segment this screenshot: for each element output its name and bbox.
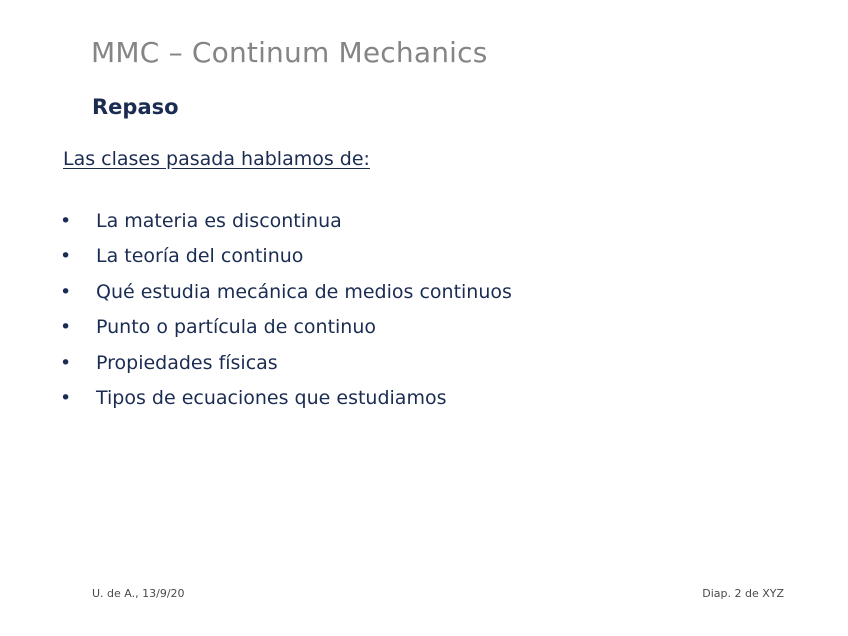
bullet-item xyxy=(60,274,512,310)
bullet-text: La materia es discontinua xyxy=(96,209,342,232)
bullet-icon: • xyxy=(60,387,72,410)
slide-subtitle: Repaso xyxy=(92,95,179,119)
bullet-item xyxy=(60,310,512,346)
bullet-icon: • xyxy=(60,351,72,374)
bullet-item xyxy=(60,239,512,275)
bullet-text: Punto o partícula de continuo xyxy=(96,316,377,339)
bullet-item xyxy=(60,381,512,417)
bullet-icon: • xyxy=(60,245,72,268)
slide-title: MMC – Continum Mechanics xyxy=(91,36,488,69)
bullet-text: Qué estudia mecánica de medios continuos xyxy=(96,280,512,303)
bullet-list xyxy=(60,203,512,416)
footer-source: U. de A., 13/9/20 xyxy=(92,587,185,600)
bullet-icon: • xyxy=(60,316,72,339)
slide-number: Diap. 2 de XYZ xyxy=(702,587,784,600)
bullet-icon: • xyxy=(60,280,72,303)
intro-text: Las clases pasada hablamos de: xyxy=(63,148,370,170)
bullet-text: Tipos de ecuaciones que estudiamos xyxy=(96,387,447,410)
bullet-text: Propiedades físicas xyxy=(96,351,278,374)
bullet-item xyxy=(60,345,512,381)
bullet-text: La teoría del continuo xyxy=(96,245,304,268)
bullet-icon: • xyxy=(60,209,72,232)
bullet-item xyxy=(60,203,512,239)
